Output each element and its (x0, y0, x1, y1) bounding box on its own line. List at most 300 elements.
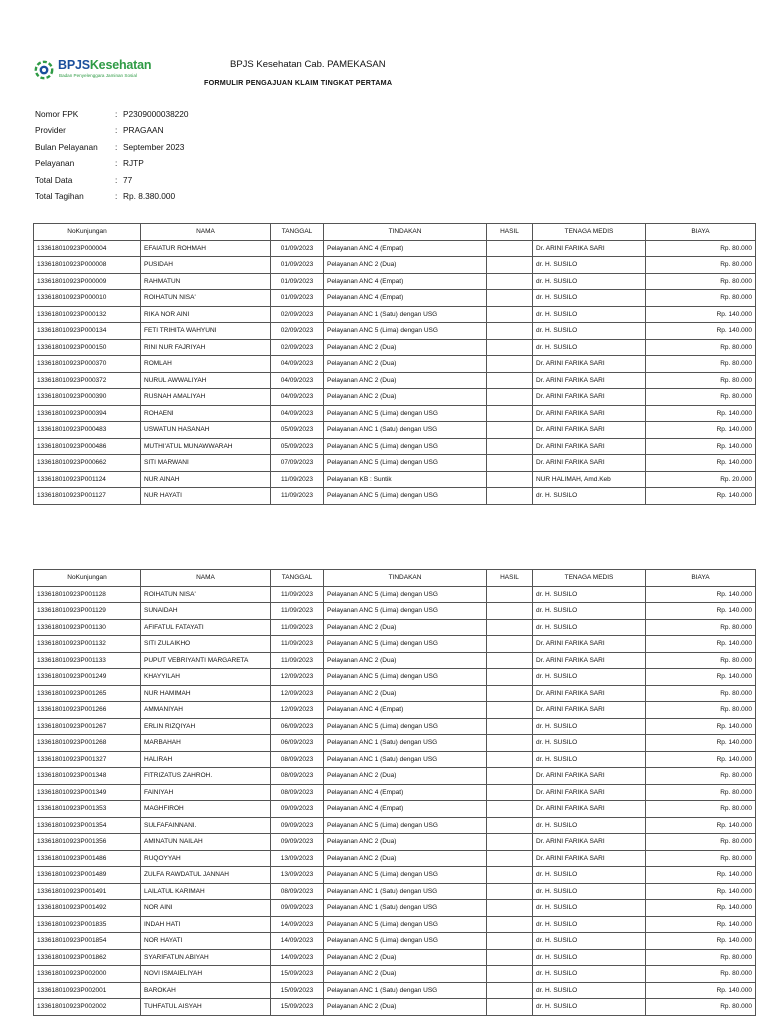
table-row (34, 900, 756, 917)
patient-name-cell: PUPUT VEBRIYANTI MARGARETA (141, 652, 271, 669)
visit-number-cell: 133618010923P000662 (34, 455, 141, 472)
date-cell: 12/09/2023 (271, 702, 324, 719)
procedure-cell: Pelayanan ANC 2 (Dua) (324, 685, 487, 702)
cost-cell: Rp. 140.000 (646, 455, 756, 472)
info-value: RJTP (123, 158, 144, 169)
logo-brand (58, 58, 151, 72)
cost-cell: Rp. 80.000 (646, 702, 756, 719)
cost-cell: Rp. 80.000 (646, 784, 756, 801)
procedure-cell: Pelayanan ANC 5 (Lima) dengan USG (324, 438, 487, 455)
header-col-hasil: HASIL (487, 224, 533, 241)
date-cell: 11/09/2023 (271, 471, 324, 488)
visit-number-cell: 133618010923P000372 (34, 372, 141, 389)
medical-staff-cell: Dr. ARINI FARIKA SARI (533, 685, 646, 702)
procedure-cell: Pelayanan ANC 5 (Lima) dengan USG (324, 455, 487, 472)
cost-cell: Rp. 80.000 (646, 999, 756, 1016)
header-col-biaya: BIAYA (646, 224, 756, 241)
bpjs-logo-icon (34, 60, 54, 80)
date-cell: 08/09/2023 (271, 784, 324, 801)
medical-staff-cell: dr. H. SUSILO (533, 751, 646, 768)
table-row (34, 718, 756, 735)
table-row (34, 356, 756, 373)
cost-cell: Rp. 140.000 (646, 817, 756, 834)
table-header-row (34, 224, 756, 241)
cost-cell: Rp. 20.000 (646, 471, 756, 488)
procedure-cell: Pelayanan ANC 2 (Dua) (324, 966, 487, 983)
date-cell: 08/09/2023 (271, 768, 324, 785)
result-cell (487, 455, 533, 472)
result-cell (487, 718, 533, 735)
patient-name-cell: FAINIYAH (141, 784, 271, 801)
result-cell (487, 982, 533, 999)
patient-name-cell: INDAH HATI (141, 916, 271, 933)
patient-name-cell: RUSNAH AMALIYAH (141, 389, 271, 406)
visit-number-cell: 133618010923P001854 (34, 933, 141, 950)
medical-staff-cell: dr. H. SUSILO (533, 273, 646, 290)
table-row (34, 916, 756, 933)
visit-number-cell: 133618010923P000004 (34, 240, 141, 257)
procedure-cell: Pelayanan ANC 4 (Empat) (324, 801, 487, 818)
patient-name-cell: ROMLAH (141, 356, 271, 373)
header-col-nama: NAMA (141, 570, 271, 587)
patient-name-cell: EFAIATUR ROHMAH (141, 240, 271, 257)
visit-number-cell: 133618010923P001127 (34, 488, 141, 505)
table-row (34, 389, 756, 406)
visit-number-cell: 133618010923P001128 (34, 586, 141, 603)
table-row (34, 784, 756, 801)
patient-name-cell: SYARIFATUN ABIYAH (141, 949, 271, 966)
procedure-cell: Pelayanan ANC 2 (Dua) (324, 257, 487, 274)
table-row (34, 867, 756, 884)
date-cell: 05/09/2023 (271, 422, 324, 439)
result-cell (487, 900, 533, 917)
procedure-cell: Pelayanan ANC 5 (Lima) dengan USG (324, 488, 487, 505)
date-cell: 12/09/2023 (271, 669, 324, 686)
procedure-cell: Pelayanan ANC 2 (Dua) (324, 652, 487, 669)
table-row (34, 999, 756, 1016)
procedure-cell: Pelayanan ANC 4 (Empat) (324, 240, 487, 257)
date-cell: 11/09/2023 (271, 488, 324, 505)
cost-cell: Rp. 80.000 (646, 356, 756, 373)
visit-number-cell: 133618010923P002001 (34, 982, 141, 999)
date-cell: 04/09/2023 (271, 372, 324, 389)
procedure-cell: Pelayanan ANC 5 (Lima) dengan USG (324, 586, 487, 603)
info-value: P2309000038220 (123, 109, 189, 119)
patient-name-cell: SITI ZULAIKHO (141, 636, 271, 653)
table-row (34, 669, 756, 686)
medical-staff-cell: Dr. ARINI FARIKA SARI (533, 850, 646, 867)
cost-cell: Rp. 80.000 (646, 290, 756, 307)
cost-cell: Rp. 80.000 (646, 619, 756, 636)
visit-number-cell: 133618010923P001835 (34, 916, 141, 933)
cost-cell: Rp. 80.000 (646, 801, 756, 818)
result-cell (487, 949, 533, 966)
result-cell (487, 883, 533, 900)
info-colon: : (115, 109, 118, 119)
patient-name-cell: RUQOYYAH (141, 850, 271, 867)
cost-cell: Rp. 140.000 (646, 405, 756, 422)
procedure-cell: Pelayanan ANC 5 (Lima) dengan USG (324, 323, 487, 340)
result-cell (487, 619, 533, 636)
table-row (34, 306, 756, 323)
table-row (34, 982, 756, 999)
header-col-hasil: HASIL (487, 570, 533, 587)
medical-staff-cell: Dr. ARINI FARIKA SARI (533, 389, 646, 406)
procedure-cell: Pelayanan ANC 5 (Lima) dengan USG (324, 867, 487, 884)
medical-staff-cell: dr. H. SUSILO (533, 488, 646, 505)
cost-cell: Rp. 140.000 (646, 422, 756, 439)
procedure-cell: Pelayanan ANC 5 (Lima) dengan USG (324, 817, 487, 834)
patient-name-cell: TUHFATUL AISYAH (141, 999, 271, 1016)
info-row (35, 191, 189, 207)
visit-number-cell: 133618010923P001349 (34, 784, 141, 801)
medical-staff-cell: dr. H. SUSILO (533, 339, 646, 356)
procedure-cell: Pelayanan ANC 2 (Dua) (324, 389, 487, 406)
result-cell (487, 323, 533, 340)
procedure-cell: Pelayanan ANC 5 (Lima) dengan USG (324, 933, 487, 950)
cost-cell: Rp. 140.000 (646, 438, 756, 455)
medical-staff-cell: dr. H. SUSILO (533, 867, 646, 884)
result-cell (487, 257, 533, 274)
table-row (34, 685, 756, 702)
table-row (34, 372, 756, 389)
patient-name-cell: SITI MARWANI (141, 455, 271, 472)
cost-cell: Rp. 80.000 (646, 257, 756, 274)
procedure-cell: Pelayanan ANC 5 (Lima) dengan USG (324, 718, 487, 735)
info-label: Nomor FPK (35, 109, 79, 119)
patient-name-cell: PUSIDAH (141, 257, 271, 274)
medical-staff-cell: Dr. ARINI FARIKA SARI (533, 834, 646, 851)
result-cell (487, 768, 533, 785)
procedure-cell: Pelayanan ANC 1 (Satu) dengan USG (324, 751, 487, 768)
cost-cell: Rp. 80.000 (646, 685, 756, 702)
cost-cell: Rp. 80.000 (646, 339, 756, 356)
result-cell (487, 850, 533, 867)
procedure-cell: Pelayanan ANC 1 (Satu) dengan USG (324, 422, 487, 439)
info-row (35, 158, 189, 174)
visit-number-cell: 133618010923P001130 (34, 619, 141, 636)
table-row (34, 257, 756, 274)
cost-cell: Rp. 140.000 (646, 306, 756, 323)
cost-cell: Rp. 140.000 (646, 933, 756, 950)
table-row (34, 850, 756, 867)
patient-name-cell: LAILATUL KARIMAH (141, 883, 271, 900)
procedure-cell: Pelayanan ANC 2 (Dua) (324, 356, 487, 373)
result-cell (487, 306, 533, 323)
date-cell: 04/09/2023 (271, 356, 324, 373)
visit-number-cell: 133618010923P001132 (34, 636, 141, 653)
table-row (34, 405, 756, 422)
result-cell (487, 999, 533, 1016)
cost-cell: Rp. 80.000 (646, 652, 756, 669)
date-cell: 13/09/2023 (271, 850, 324, 867)
visit-number-cell: 133618010923P001356 (34, 834, 141, 851)
procedure-cell: Pelayanan ANC 1 (Satu) dengan USG (324, 982, 487, 999)
table-row (34, 488, 756, 505)
date-cell: 04/09/2023 (271, 405, 324, 422)
procedure-cell: Pelayanan ANC 1 (Satu) dengan USG (324, 306, 487, 323)
patient-name-cell: ROIHATUN NISA' (141, 586, 271, 603)
procedure-cell: Pelayanan ANC 5 (Lima) dengan USG (324, 603, 487, 620)
date-cell: 11/09/2023 (271, 603, 324, 620)
date-cell: 12/09/2023 (271, 685, 324, 702)
header-col-nokunjungan: NoKunjungan (34, 570, 141, 587)
table-row (34, 883, 756, 900)
patient-name-cell: SUNAIDAH (141, 603, 271, 620)
visit-number-cell: 133618010923P000394 (34, 405, 141, 422)
visit-number-cell: 133618010923P000134 (34, 323, 141, 340)
medical-staff-cell: dr. H. SUSILO (533, 669, 646, 686)
visit-number-cell: 133618010923P001265 (34, 685, 141, 702)
procedure-cell: Pelayanan ANC 2 (Dua) (324, 372, 487, 389)
procedure-cell: Pelayanan ANC 4 (Empat) (324, 273, 487, 290)
header-col-tindakan: TINDAKAN (324, 224, 487, 241)
result-cell (487, 273, 533, 290)
table-row (34, 966, 756, 983)
info-row (35, 109, 189, 125)
medical-staff-cell: Dr. ARINI FARIKA SARI (533, 702, 646, 719)
visit-number-cell: 133618010923P001862 (34, 949, 141, 966)
medical-staff-cell: dr. H. SUSILO (533, 900, 646, 917)
result-cell (487, 471, 533, 488)
result-cell (487, 356, 533, 373)
visit-number-cell: 133618010923P000486 (34, 438, 141, 455)
table-row (34, 933, 756, 950)
visit-number-cell: 133618010923P001492 (34, 900, 141, 917)
date-cell: 14/09/2023 (271, 949, 324, 966)
result-cell (487, 817, 533, 834)
medical-staff-cell: Dr. ARINI FARIKA SARI (533, 422, 646, 439)
medical-staff-cell: Dr. ARINI FARIKA SARI (533, 438, 646, 455)
visit-number-cell: 133618010923P001266 (34, 702, 141, 719)
visit-number-cell: 133618010923P001354 (34, 817, 141, 834)
medical-staff-cell: dr. H. SUSILO (533, 290, 646, 307)
cost-cell: Rp. 140.000 (646, 982, 756, 999)
header-col-tenaga-medis: TENAGA MEDIS (533, 570, 646, 587)
visit-number-cell: 133618010923P001133 (34, 652, 141, 669)
patient-name-cell: ERLIN RIZQIYAH (141, 718, 271, 735)
table-row (34, 768, 756, 785)
date-cell: 14/09/2023 (271, 933, 324, 950)
visit-number-cell: 133618010923P000483 (34, 422, 141, 439)
procedure-cell: Pelayanan ANC 5 (Lima) dengan USG (324, 669, 487, 686)
medical-staff-cell: NUR HALIMAH, Amd.Keb (533, 471, 646, 488)
patient-name-cell: KHAYYILAH (141, 669, 271, 686)
claims-table-1 (33, 223, 756, 505)
patient-name-cell: SULFAFAINNANI. (141, 817, 271, 834)
result-cell (487, 339, 533, 356)
procedure-cell: Pelayanan ANC 2 (Dua) (324, 768, 487, 785)
visit-number-cell: 133618010923P002000 (34, 966, 141, 983)
medical-staff-cell: dr. H. SUSILO (533, 883, 646, 900)
result-cell (487, 438, 533, 455)
table-row (34, 422, 756, 439)
claims-table-2 (33, 569, 756, 1016)
patient-name-cell: HALIRAH (141, 751, 271, 768)
result-cell (487, 834, 533, 851)
info-row (35, 125, 189, 141)
logo-brand-main: BPJS (58, 58, 90, 72)
date-cell: 11/09/2023 (271, 652, 324, 669)
date-cell: 01/09/2023 (271, 273, 324, 290)
date-cell: 11/09/2023 (271, 619, 324, 636)
patient-name-cell: MARBAHAH (141, 735, 271, 752)
header-col-tanggal: TANGGAL (271, 570, 324, 587)
result-cell (487, 685, 533, 702)
patient-name-cell: FITRIZATUS ZAHROH. (141, 768, 271, 785)
cost-cell: Rp. 140.000 (646, 751, 756, 768)
cost-cell: Rp. 80.000 (646, 273, 756, 290)
medical-staff-cell: dr. H. SUSILO (533, 949, 646, 966)
date-cell: 15/09/2023 (271, 999, 324, 1016)
cost-cell: Rp. 80.000 (646, 372, 756, 389)
table-row (34, 603, 756, 620)
patient-name-cell: NUR AINAH (141, 471, 271, 488)
result-cell (487, 801, 533, 818)
medical-staff-cell: Dr. ARINI FARIKA SARI (533, 768, 646, 785)
medical-staff-cell: dr. H. SUSILO (533, 586, 646, 603)
visit-number-cell: 133618010923P000009 (34, 273, 141, 290)
date-cell: 09/09/2023 (271, 801, 324, 818)
medical-staff-cell: Dr. ARINI FARIKA SARI (533, 636, 646, 653)
medical-staff-cell: Dr. ARINI FARIKA SARI (533, 652, 646, 669)
date-cell: 09/09/2023 (271, 900, 324, 917)
procedure-cell: Pelayanan ANC 1 (Satu) dengan USG (324, 883, 487, 900)
visit-number-cell: 133618010923P000390 (34, 389, 141, 406)
table-row (34, 834, 756, 851)
patient-name-cell: ROHAENI (141, 405, 271, 422)
date-cell: 08/09/2023 (271, 883, 324, 900)
date-cell: 06/09/2023 (271, 735, 324, 752)
result-cell (487, 669, 533, 686)
result-cell (487, 916, 533, 933)
header-col-nama: NAMA (141, 224, 271, 241)
medical-staff-cell: dr. H. SUSILO (533, 718, 646, 735)
info-label: Pelayanan (35, 158, 75, 169)
result-cell (487, 488, 533, 505)
result-cell (487, 389, 533, 406)
date-cell: 01/09/2023 (271, 257, 324, 274)
medical-staff-cell: dr. H. SUSILO (533, 603, 646, 620)
procedure-cell: Pelayanan KB : Suntik (324, 471, 487, 488)
patient-name-cell: NOVI ISMAIELIYAH (141, 966, 271, 983)
info-label: Total Tagihan (35, 190, 84, 201)
result-cell (487, 966, 533, 983)
date-cell: 02/09/2023 (271, 339, 324, 356)
result-cell (487, 422, 533, 439)
procedure-cell: Pelayanan ANC 2 (Dua) (324, 949, 487, 966)
visit-number-cell: 133618010923P000370 (34, 356, 141, 373)
date-cell: 04/09/2023 (271, 389, 324, 406)
info-colon: : (115, 190, 118, 201)
result-cell (487, 867, 533, 884)
patient-name-cell: USWATUN HASANAH (141, 422, 271, 439)
date-cell: 13/09/2023 (271, 867, 324, 884)
patient-name-cell: NOR AINI (141, 900, 271, 917)
procedure-cell: Pelayanan ANC 2 (Dua) (324, 999, 487, 1016)
table-row (34, 652, 756, 669)
visit-number-cell: 133618010923P001348 (34, 768, 141, 785)
medical-staff-cell: dr. H. SUSILO (533, 735, 646, 752)
patient-name-cell: NOR HAYATI (141, 933, 271, 950)
result-cell (487, 290, 533, 307)
form-title: FORMULIR PENGAJUAN KLAIM TINGKAT PERTAMA (204, 78, 393, 87)
info-value: 77 (123, 174, 133, 185)
info-row (35, 142, 189, 158)
date-cell: 11/09/2023 (271, 636, 324, 653)
cost-cell: Rp. 80.000 (646, 240, 756, 257)
header-col-nokunjungan: NoKunjungan (34, 224, 141, 241)
table-row (34, 323, 756, 340)
visit-number-cell: 133618010923P000132 (34, 306, 141, 323)
table-row (34, 751, 756, 768)
date-cell: 07/09/2023 (271, 455, 324, 472)
date-cell: 14/09/2023 (271, 916, 324, 933)
table-row (34, 240, 756, 257)
table-row (34, 455, 756, 472)
cost-cell: Rp. 140.000 (646, 735, 756, 752)
patient-name-cell: FETI TRIHITA WAHYUNI (141, 323, 271, 340)
medical-staff-cell: Dr. ARINI FARIKA SARI (533, 455, 646, 472)
bpjs-logo (34, 58, 184, 84)
procedure-cell: Pelayanan ANC 4 (Empat) (324, 702, 487, 719)
patient-name-cell: RINI NUR FAJRIYAH (141, 339, 271, 356)
medical-staff-cell: dr. H. SUSILO (533, 916, 646, 933)
info-value: PRAGAAN (123, 125, 164, 136)
logo-subtitle: Badan Penyelenggara Jaminan Sosial (59, 73, 137, 78)
procedure-cell: Pelayanan ANC 2 (Dua) (324, 834, 487, 851)
logo-brand-accent: Kesehatan (89, 58, 152, 72)
medical-staff-cell: dr. H. SUSILO (533, 999, 646, 1016)
patient-name-cell: NUR HAMIMAH (141, 685, 271, 702)
result-cell (487, 240, 533, 257)
medical-staff-cell: dr. H. SUSILO (533, 817, 646, 834)
info-colon: : (115, 141, 118, 152)
cost-cell: Rp. 80.000 (646, 850, 756, 867)
visit-number-cell: 133618010923P001489 (34, 867, 141, 884)
table-row (34, 339, 756, 356)
patient-name-cell: BAROKAH (141, 982, 271, 999)
medical-staff-cell: Dr. ARINI FARIKA SARI (533, 801, 646, 818)
cost-cell: Rp. 140.000 (646, 636, 756, 653)
header-col-tanggal: TANGGAL (271, 224, 324, 241)
table-row (34, 636, 756, 653)
cost-cell: Rp. 140.000 (646, 603, 756, 620)
table-row (34, 586, 756, 603)
date-cell: 11/09/2023 (271, 586, 324, 603)
date-cell: 05/09/2023 (271, 438, 324, 455)
info-colon: : (115, 125, 118, 136)
cost-cell: Rp. 140.000 (646, 586, 756, 603)
table-row (34, 273, 756, 290)
header-col-tindakan: TINDAKAN (324, 570, 487, 587)
medical-staff-cell: Dr. ARINI FARIKA SARI (533, 372, 646, 389)
info-label: Bulan Pelayanan (35, 141, 98, 152)
medical-staff-cell: dr. H. SUSILO (533, 933, 646, 950)
cost-cell: Rp. 80.000 (646, 768, 756, 785)
patient-name-cell: ROIHATUN NISA' (141, 290, 271, 307)
medical-staff-cell: dr. H. SUSILO (533, 323, 646, 340)
medical-staff-cell: dr. H. SUSILO (533, 619, 646, 636)
result-cell (487, 751, 533, 768)
info-label: Provider (35, 125, 66, 136)
table-row (34, 619, 756, 636)
date-cell: 09/09/2023 (271, 834, 324, 851)
info-colon: : (115, 174, 118, 185)
cost-cell: Rp. 80.000 (646, 834, 756, 851)
info-value: Rp. 8.380.000 (123, 190, 176, 201)
cost-cell: Rp. 80.000 (646, 949, 756, 966)
